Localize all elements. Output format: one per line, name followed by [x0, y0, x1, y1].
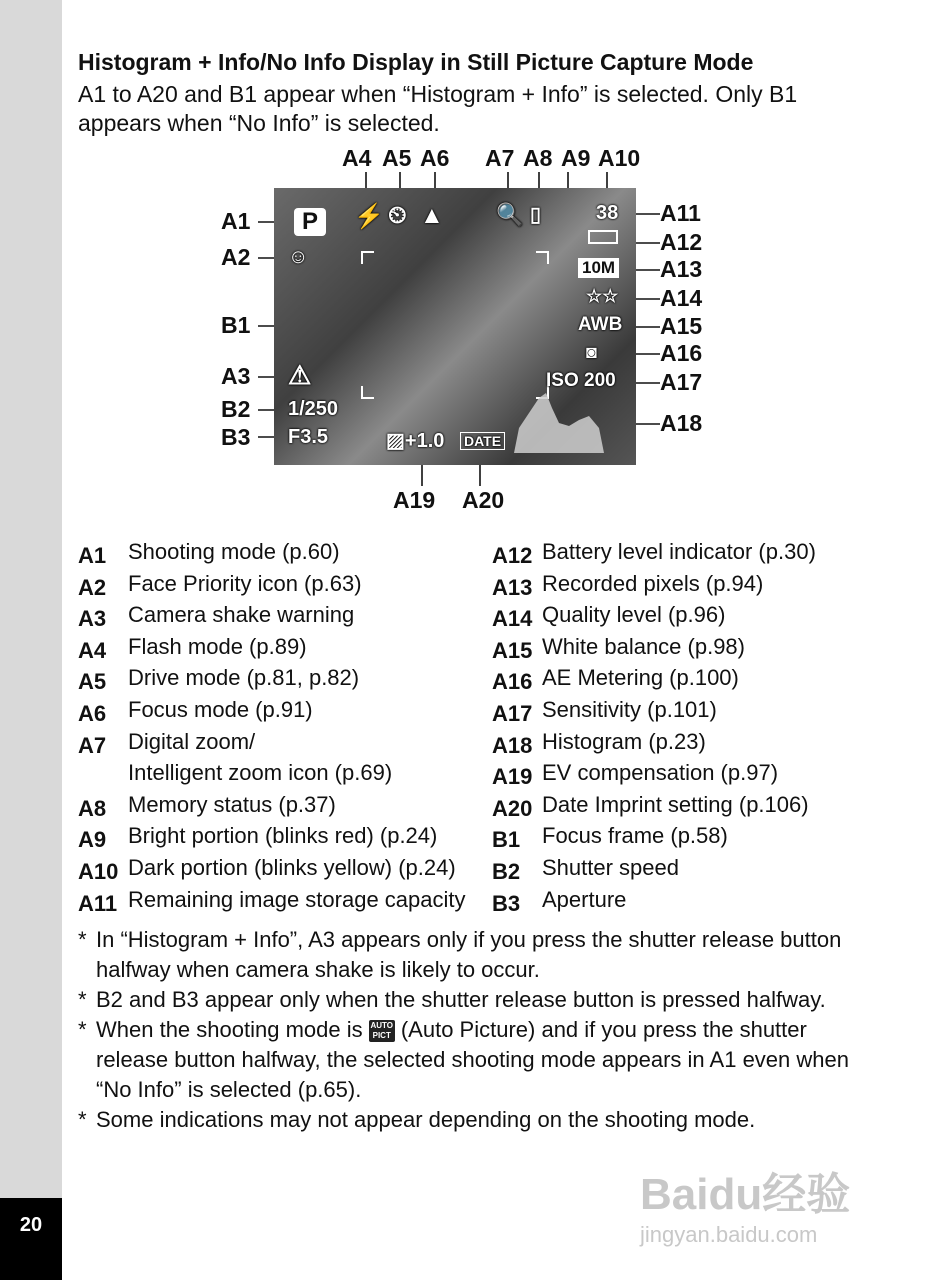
footnotes: [78, 925, 878, 1135]
legend-code: A10: [78, 859, 119, 884]
sensitivity-prefix: ISO: [546, 370, 579, 391]
legend-description: Face Priority icon (p.63): [128, 570, 362, 596]
date-imprint-icon: DATE: [460, 432, 505, 450]
auto-picture-icon-bottom: PICT: [372, 1031, 391, 1041]
legend-description: Drive mode (p.81, p.82): [128, 665, 360, 691]
legend-description: Sensitivity (p.101): [542, 697, 717, 722]
callout-a17: A17: [660, 369, 703, 395]
legend-row-b3: [492, 888, 912, 920]
legend-code: A3: [78, 606, 107, 632]
focus-mode-icon: ▲: [420, 202, 444, 229]
watermark-url: jingyan.baidu.com: [640, 1222, 818, 1247]
legend-code: A4: [78, 637, 107, 663]
legend-description: EV compensation (p.97): [542, 760, 779, 786]
auto-picture-icon: [369, 1020, 395, 1042]
callout-b3: B3: [221, 424, 251, 450]
legend-code: A17: [492, 701, 533, 726]
footnote-star: *: [78, 1107, 87, 1132]
legend-code: A2: [78, 574, 107, 600]
legend-description: Remaining image storage capacity: [128, 886, 466, 912]
intro-text: A1 to A20 and B1 appear when “Histogram + Info” is selected. Only B1 appears when “No Info” is selected.: [78, 81, 798, 136]
recorded-pixels: 10M: [578, 258, 619, 278]
legend-description: Memory status (p.37): [128, 791, 336, 817]
footnote-1-text: In “Histogram + Info”, A3 appears only if you press the shutter release button halfway when camera shake is likely to occur.: [96, 927, 842, 982]
legend-code: A16: [492, 669, 533, 695]
legend-description: Histogram (p.23): [542, 728, 706, 754]
callout-a3: A3: [221, 363, 251, 389]
legend-code: A5: [78, 669, 107, 695]
white-balance: AWB: [578, 314, 623, 335]
callout-a1: A1: [221, 208, 251, 234]
footnote-star: *: [78, 927, 87, 952]
ev-compensation: ▨+1.0: [386, 430, 445, 452]
footnote-3: [78, 1015, 878, 1105]
legend-description: Shooting mode (p.60): [128, 539, 340, 564]
watermark-brand: Baidu经验: [640, 1170, 851, 1219]
legend-description: Dark portion (blinks yellow) (p.24): [128, 855, 456, 880]
histogram-graph: [514, 393, 604, 453]
legend-description: Recorded pixels (p.94): [542, 570, 764, 596]
legend-description: Flash mode (p.89): [128, 633, 307, 659]
legend-row-a11: [78, 888, 498, 920]
callout-a9: A9: [561, 145, 591, 171]
legend-code: A12: [492, 543, 533, 568]
callout-a18: A18: [660, 410, 703, 436]
legend-code: A8: [78, 795, 107, 821]
legend-code: A14: [492, 606, 533, 632]
callout-a11: A11: [660, 200, 701, 226]
legend-description: Digital zoom/ Intelligent zoom icon (p.69): [128, 728, 393, 786]
callout-a6: A6: [420, 145, 450, 171]
footnote-4-text: Some indications may not appear depending on the shooting mode.: [96, 1107, 756, 1132]
callout-a20: A20: [462, 487, 505, 513]
digital-zoom-icon: 🔍: [496, 202, 524, 227]
legend-code: A13: [492, 574, 533, 600]
remaining-shots: 38: [596, 202, 619, 224]
legend-description: Battery level indicator (p.30): [542, 539, 816, 564]
legend-description: Bright portion (blinks red) (p.24): [128, 823, 438, 849]
legend-description: Camera shake warning: [128, 602, 355, 628]
legend-description: Date Imprint setting (p.106): [542, 791, 809, 817]
footnote-star: *: [78, 1017, 87, 1042]
callout-a15: A15: [660, 313, 703, 339]
callout-a12: A12: [660, 229, 703, 255]
sensitivity: [546, 370, 616, 392]
ev-value: +1.0: [404, 430, 445, 452]
footnote-4: [78, 1105, 878, 1135]
face-priority-icon: ☺: [288, 246, 309, 268]
battery-icon: [588, 230, 618, 244]
lcd-preview: [274, 188, 636, 465]
page-number: 20: [19, 1214, 43, 1236]
legend-code: A7: [78, 732, 107, 758]
callout-a4: A4: [342, 145, 372, 171]
legend-code: A15: [492, 637, 533, 663]
section-heading: Histogram + Info/No Info Display in Still Picture Capture Mode: [78, 49, 754, 75]
callout-b1: B1: [221, 312, 251, 338]
footnote-1: [78, 925, 878, 985]
shutter-speed: 1/250: [288, 398, 339, 420]
callout-a10: A10: [598, 145, 641, 171]
footnote-3-text-end: (Auto Picture) and if you press the shutter release button halfway, the selected shooting mode appears in A1 even when “No Info” is selected (p.65).: [96, 1017, 849, 1102]
legend-code: A11: [78, 890, 118, 916]
footnote-3-text-start: When the shooting mode is: [96, 1017, 363, 1042]
footnote-2-text: B2 and B3 appear only when the shutter release button is pressed halfway.: [96, 987, 826, 1012]
legend-code: A18: [492, 732, 533, 758]
legend-description: Aperture: [542, 886, 627, 912]
aperture: F3.5: [288, 426, 329, 448]
ae-metering-icon: ◙: [586, 342, 597, 362]
footnote-star: *: [78, 987, 87, 1012]
footnote-2: [78, 985, 878, 1015]
legend-code: A20: [492, 795, 533, 821]
legend-row-a7: [78, 730, 498, 793]
legend-description: AE Metering (p.100): [542, 665, 739, 691]
drive-mode-icon: ⏲: [388, 202, 407, 229]
legend-code: A1: [78, 543, 107, 568]
legend-code: B2: [492, 859, 521, 884]
legend-description: Focus frame (p.58): [542, 823, 728, 849]
callout-a8: A8: [523, 145, 553, 171]
memory-status-icon: ▯: [530, 204, 542, 226]
legend-description: White balance (p.98): [542, 633, 745, 659]
legend-code: B1: [492, 827, 521, 853]
legend-description: Focus mode (p.91): [128, 697, 313, 722]
page-number-tab: [0, 1198, 62, 1280]
watermark: [640, 1140, 880, 1250]
callout-a14: A14: [660, 285, 703, 311]
flash-icon: ⚡: [354, 203, 384, 230]
callout-a13: A13: [660, 256, 703, 282]
quality-level: ☆☆: [586, 286, 619, 306]
callout-a5: A5: [382, 145, 412, 171]
sensitivity-value: 200: [584, 370, 616, 391]
auto-picture-icon-top: AUTO: [370, 1021, 393, 1031]
camera-shake-warning-icon: ⚠: [288, 360, 312, 390]
legend-description: Shutter speed: [542, 855, 679, 880]
legend-code: A9: [78, 827, 107, 853]
callout-b2: B2: [221, 396, 251, 422]
callout-a19: A19: [393, 487, 436, 513]
page-sidebar: [0, 0, 62, 1280]
camera-screen-diagram: [210, 140, 730, 520]
legend-code: A19: [492, 764, 533, 790]
shooting-mode-icon: P: [294, 208, 326, 236]
callout-a2: A2: [221, 244, 251, 270]
legend-code: A6: [78, 701, 107, 726]
callout-a7: A7: [485, 145, 515, 171]
legend-description: Quality level (p.96): [542, 602, 726, 628]
legend-code: B3: [492, 890, 521, 916]
callout-a16: A16: [660, 340, 703, 366]
